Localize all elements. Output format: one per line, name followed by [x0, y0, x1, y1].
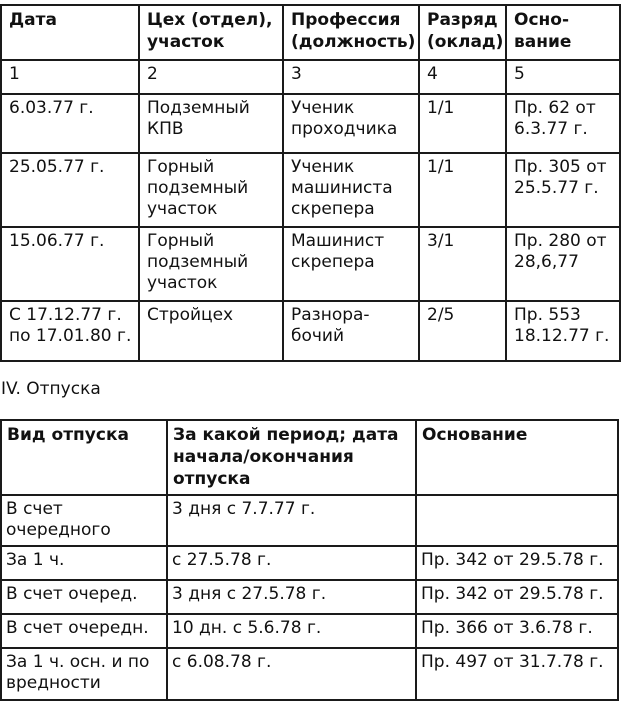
column-number: 1: [1, 60, 139, 94]
column-number: 4: [419, 60, 506, 94]
cell-profession: Ученик машиниста скрепера: [283, 153, 419, 227]
header-vacation-type: Вид отпуска: [1, 420, 167, 495]
column-number: 5: [506, 60, 620, 94]
table-row: [1, 153, 620, 227]
table-header-row: [1, 420, 618, 495]
table-row: [1, 546, 618, 580]
cell-profession: Разнора- бочий: [283, 301, 419, 361]
cell-date: С 17.12.77 г. по 17.01.80 г.: [1, 301, 139, 361]
table-row: [1, 227, 620, 301]
header-vacation-period: За какой период; дата начала/окончания отпуска: [167, 420, 416, 495]
cell-vacation-type: За 1 ч. осн. и по вредности: [1, 648, 167, 700]
cell-grade: 3/1: [419, 227, 506, 301]
header-vacation-basis: Основание: [416, 420, 618, 495]
cell-vacation-basis: Пр. 342 от 29.5.78 г.: [416, 546, 618, 580]
column-numbers-row: [1, 60, 620, 94]
cell-grade: 2/5: [419, 301, 506, 361]
table-row: [1, 94, 620, 153]
header-department: Цех (отдел), участок: [139, 5, 283, 60]
cell-date: 15.06.77 г.: [1, 227, 139, 301]
cell-profession: Машинист скрепера: [283, 227, 419, 301]
header-date: Дата: [1, 5, 139, 60]
cell-date: 25.05.77 г.: [1, 153, 139, 227]
cell-vacation-period: 10 дн. с 5.6.78 г.: [167, 614, 416, 648]
cell-date: 6.03.77 г.: [1, 94, 139, 153]
cell-vacation-basis: [416, 495, 618, 546]
cell-vacation-period: 3 дня с 7.7.77 г.: [167, 495, 416, 546]
cell-grade: 1/1: [419, 94, 506, 153]
table-row: [1, 580, 618, 614]
cell-vacation-type: В счет очередного: [1, 495, 167, 546]
cell-vacation-basis: Пр. 497 от 31.7.78 г.: [416, 648, 618, 700]
cell-department: Стройцех: [139, 301, 283, 361]
column-number: 3: [283, 60, 419, 94]
assignments-table: [0, 4, 621, 362]
cell-vacation-type: В счет очеред.: [1, 580, 167, 614]
cell-basis: Пр. 553 18.12.77 г.: [506, 301, 620, 361]
header-profession: Профессия (должность): [283, 5, 419, 60]
cell-vacation-period: 3 дня с 27.5.78 г.: [167, 580, 416, 614]
table-header-row: [1, 5, 620, 60]
cell-basis: Пр. 280 от 28,6,77: [506, 227, 620, 301]
table-row: [1, 648, 618, 700]
table-row: [1, 301, 620, 361]
cell-profession: Ученик проходчика: [283, 94, 419, 153]
cell-basis: Пр. 62 от 6.3.77 г.: [506, 94, 620, 153]
cell-vacation-period: с 6.08.78 г.: [167, 648, 416, 700]
cell-vacation-type: За 1 ч.: [1, 546, 167, 580]
table-row: [1, 614, 618, 648]
header-basis: Осно- вание: [506, 5, 620, 60]
cell-vacation-period: с 27.5.78 г.: [167, 546, 416, 580]
header-grade: Разряд (оклад): [419, 5, 506, 60]
vacations-table: [0, 419, 619, 701]
column-number: 2: [139, 60, 283, 94]
cell-basis: Пр. 305 от 25.5.77 г.: [506, 153, 620, 227]
cell-vacation-basis: Пр. 366 от 3.6.78 г.: [416, 614, 618, 648]
cell-department: Горный подземный участок: [139, 153, 283, 227]
cell-vacation-basis: Пр. 342 от 29.5.78 г.: [416, 580, 618, 614]
cell-grade: 1/1: [419, 153, 506, 227]
cell-department: Горный подземный участок: [139, 227, 283, 301]
cell-department: Подземный КПВ: [139, 94, 283, 153]
section-title: IV. Отпуска: [1, 379, 101, 399]
table-row: [1, 495, 618, 546]
cell-vacation-type: В счет очередн.: [1, 614, 167, 648]
